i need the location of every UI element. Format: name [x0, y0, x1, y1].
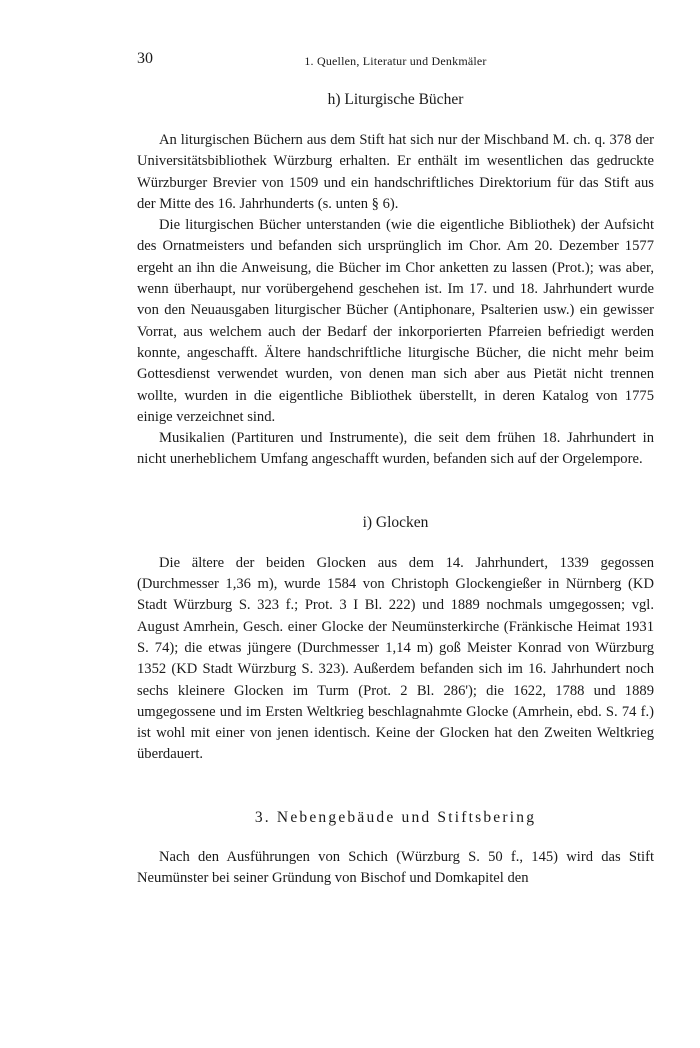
running-title: 1. Quellen, Literatur und Denkmäler [304, 54, 487, 68]
page-number: 30 [137, 50, 153, 67]
running-header [137, 46, 654, 68]
section-heading-glocken: i) Glocken [362, 513, 429, 531]
chapter-heading-nebengebaeude: 3. Nebengebäude und Stiftsbering [254, 808, 537, 826]
paragraph: Die liturgischen Bücher unterstanden (wie die eigentliche Bibliothek) der Aufsicht des Ornatmeisters und befanden sich ursprünglich im Chor. Am 20. Dezember 1577 ergeht an ihn die Anweisung, die Bücher im Chor anketten zu lassen (Prot.); was aber, wenn überhaupt, nur vorübergehend geschehen ist. Im 17. und 18. Jahrhundert wurde von den Neuausgaben liturgischer Bücher (Antiphonare, Psalterien usw.) ein gewisser Vorrat, aus welchem auch der Bedarf der inkorporierten Pfarreien befriedigt werden konnte, angeschafft. Ältere handschriftliche liturgische Bücher, die nicht mehr beim Gottesdienst verwendet wurden, von denen man sich aber aus Pietät nicht trennen wollte, wurden in die eigentliche Bibliothek überstellt, in deren Katalog von 1775 einige verzeichnet sind. [137, 217, 654, 425]
paragraph: Nach den Ausführungen von Schich (Würzburg S. 50 f., 145) wird das Stift Neumünster bei seiner Gründung von Bischof und Domkapitel den [137, 848, 654, 887]
paragraph: An liturgischen Büchern aus dem Stift hat sich nur der Mischband M. ch. q. 378 der Universitätsbibliothek Würzburg erhalten. Er enthält im wesentlichen das gedruckte Würzburger Brevier von 1509 und ein handschriftliches Direktorium für das Stift aus der Mitte des 16. Jahrhunderts (s. unten § 6). [137, 132, 654, 212]
section-heading-liturgische-buecher: h) Liturgische Bücher [327, 91, 464, 108]
book-page [137, 46, 654, 889]
paragraph: Die ältere der beiden Glocken aus dem 14. Jahrhundert, 1339 gegossen (Durchmesser 1,36 m), wurde 1584 von Christoph Glockengießer in Nürnberg (KD Stadt Würzburg S. 323 f.; Prot. 3 I Bl. 222) und 1889 nochmals umgegossen; vgl. August Amrhein, Gesch. einer Glocke der Neumünsterkirche (Fränkische Heimat 1931 S. 74); die etwas jüngere (Durchmesser 1,14 m) goß Meister Konrad von Würzburg 1352 (KD Stadt Würzburg S. 323). Außerdem befanden sich im 16. Jahrhundert noch sechs kleinere Glocken im Turm (Prot. 2 Bl. 286'); die 1622, 1788 und 1889 umgegossene und im Ersten Weltkrieg beschlagnahmte Glocke (Amrhein, ebd. S. 74 f.) ist wohl mit einer von jenen identisch. Keine der Glocken hat den Zweiten Weltkrieg überdauert. [137, 554, 654, 763]
paragraph: Musikalien (Partituren und Instrumente), die seit dem frühen 18. Jahrhundert in nicht unerheblichem Umfang angeschafft wurden, befanden sich auf der Orgelempore. [137, 430, 654, 468]
